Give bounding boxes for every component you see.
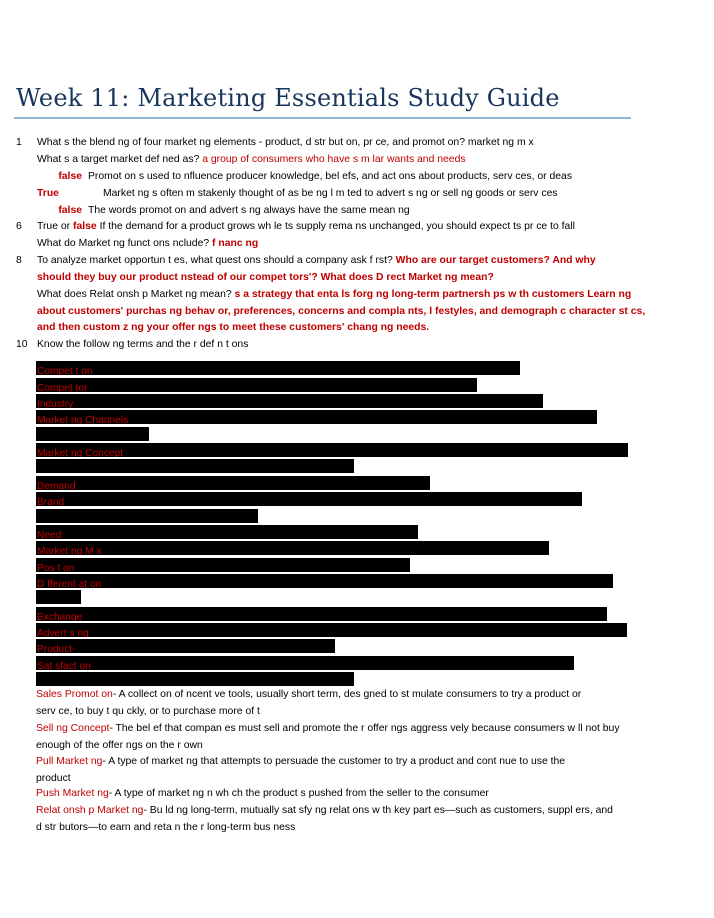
term-label: Compet tor <box>37 383 88 392</box>
definition-selling-concept <box>36 720 636 754</box>
definition-sales-promotion <box>36 686 636 720</box>
question-7 <box>16 235 636 252</box>
question-text: Know the follow ng terms and the r def n t ons <box>37 339 249 350</box>
answer-text: and then custom z ng your offer ngs to meet these customers' chang ng needs. <box>37 322 430 333</box>
term-row <box>36 672 354 686</box>
question-4 <box>16 185 636 202</box>
term-row <box>36 476 430 490</box>
term-row <box>36 574 613 588</box>
definition-term: Sell ng Concept <box>36 723 110 734</box>
term-row <box>36 656 574 670</box>
term-label: D fferent at on <box>37 579 102 588</box>
term-row <box>36 427 149 441</box>
term-label: Exchange <box>37 612 83 621</box>
term-row <box>36 558 410 572</box>
question-10 <box>16 336 636 353</box>
definition-text: - A type of market ng that attempts to persuade the customer to try a product and cont nue to use the <box>102 756 566 767</box>
answer-text: f nanc ng <box>212 238 259 249</box>
term-row <box>36 378 477 392</box>
question-number: 8 <box>16 255 22 266</box>
question-number: 10 <box>16 339 28 350</box>
answer-text: s a strategy that enta ls forg ng long-term partnersh ps w th customers Learn ng <box>234 289 632 300</box>
term-row <box>36 361 520 375</box>
term-row <box>36 541 549 555</box>
term-row <box>36 492 582 506</box>
question-6 <box>16 218 636 235</box>
question-text: To analyze market opportun t es, what quest ons should a company ask f rst? <box>37 255 396 266</box>
term-label: Pos t on <box>37 563 75 572</box>
question-text: Market ng s often m stakenly thought of as be ng l m ted to advert s ng or sell ng goods or serv ces <box>103 188 558 199</box>
question-prefix: True or <box>37 221 73 232</box>
term-row <box>36 639 335 653</box>
question-text: What s the blend ng of four market ng elements - product, d str but on, pr ce, and promot on? market ng m x <box>37 137 534 148</box>
term-row <box>36 607 607 621</box>
term-label <box>36 595 37 604</box>
answer-text: a group of consumers who have s m lar wants and needs <box>202 154 466 165</box>
question-9-continued <box>16 303 646 320</box>
definition-text: enough of the offer ngs on the r own <box>36 740 203 751</box>
term-label <box>36 432 37 441</box>
question-text: What do Market ng funct ons nclude? <box>37 238 213 249</box>
term-row <box>36 394 543 408</box>
question-3 <box>16 168 636 185</box>
definition-push-marketing <box>36 785 636 802</box>
definition-text: - The bel ef that compan es must sell and promote the r offer ngs aggress vely because consumers w ll not buy <box>109 723 620 734</box>
title-underline <box>14 117 631 119</box>
definition-term: Push Market ng <box>36 788 109 799</box>
term-label: Market ng Concept <box>37 448 124 457</box>
question-number: 6 <box>16 221 22 232</box>
true-false-answer: false <box>58 205 82 216</box>
definition-term: Relat onsh p Market ng <box>36 805 144 816</box>
true-false-answer: True <box>37 188 59 199</box>
question-text: What does Relat onsh p Market ng mean? <box>37 289 235 300</box>
term-label: Product- <box>37 644 76 653</box>
question-1 <box>16 134 636 151</box>
term-row <box>36 410 597 424</box>
definition-text: d str butors—to earn and reta n the r long-term bus ness <box>36 822 296 833</box>
definition-term: Sales Promot on <box>36 689 113 700</box>
question-8 <box>16 252 636 269</box>
term-label: Compet t on <box>37 366 93 375</box>
definition-text: serv ce, to buy t qu ckly, or to purchase more of t <box>36 706 260 717</box>
definition-text: - A collect on of ncent ve tools, usually short term, des gned to st mulate consumers to try a product or <box>112 689 582 700</box>
definition-term: Pull Market ng <box>36 756 103 767</box>
question-text: The words promot on and advert s ng always have the same mean ng <box>88 205 410 216</box>
question-9-continued <box>16 319 636 336</box>
definition-relationship-marketing <box>36 802 636 836</box>
term-row <box>36 509 258 523</box>
answer-text: about customers' purchas ng behav or, preferences, concerns and compla nts, l festyles, and demograph c character st cs, <box>37 306 646 317</box>
question-2 <box>16 151 636 168</box>
term-label: Market ng M x <box>37 546 102 555</box>
term-label: Advert s ng <box>37 628 89 637</box>
definition-pull-marketing <box>36 753 636 787</box>
definition-text: - A type of market ng n wh ch the product s pushed from the seller to the consumer <box>108 788 489 799</box>
term-row <box>36 443 628 457</box>
question-text: If the demand for a product grows wh le ts supply rema ns unchanged, you should expect ts pr ce to fall <box>99 221 575 232</box>
answer-text: false <box>73 221 97 232</box>
question-5 <box>16 202 636 219</box>
term-label: Demand <box>37 481 76 490</box>
question-8-continued <box>16 269 636 286</box>
question-9 <box>16 286 636 303</box>
true-false-answer: false <box>58 171 82 182</box>
term-row <box>36 623 627 637</box>
term-row <box>36 459 354 473</box>
term-label: Sat sfact on <box>37 661 91 670</box>
question-number: 1 <box>16 137 22 148</box>
term-row <box>36 525 418 539</box>
term-label: Need <box>37 530 62 539</box>
question-text: Promot on s used to nfluence producer knowledge, bel efs, and act ons about products, serv ces, or deas <box>88 171 573 182</box>
term-label: Industry <box>37 399 74 408</box>
term-row <box>36 590 81 604</box>
definition-text: product <box>36 773 71 784</box>
term-label: Brand <box>37 497 65 506</box>
question-text: What s a target market def ned as? <box>37 154 203 165</box>
answer-text: Who are our target customers? And why <box>395 255 596 266</box>
term-label <box>36 514 37 523</box>
term-label <box>36 464 37 473</box>
page-title: Week 11: Marketing Essentials Study Guide <box>16 84 560 112</box>
term-label: Market ng Channels <box>37 415 129 424</box>
answer-text: should they buy our product nstead of our compet tors'? What does D rect Market ng mean? <box>37 272 494 283</box>
definition-text: - Bu ld ng long-term, mutually sat sfy ng relat ons w th key part es—such as customers, suppl ers, and <box>143 805 613 816</box>
term-label <box>36 677 37 686</box>
